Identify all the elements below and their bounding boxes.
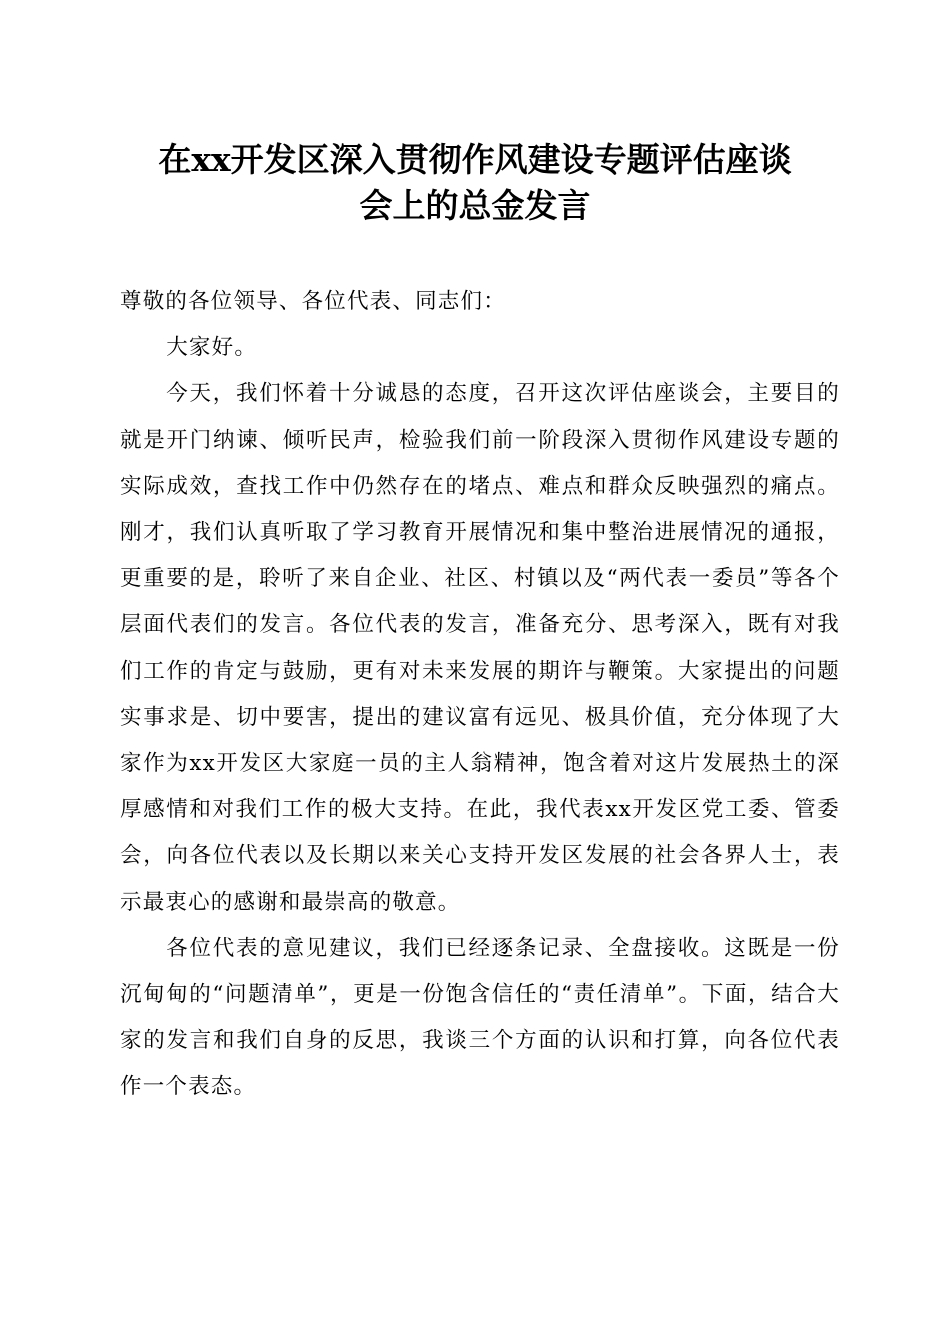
salutation: 尊敬的各位领导、各位代表、同志们：	[120, 289, 506, 314]
document-body	[120, 279, 840, 1111]
paragraph-1: 今天，我们怀着十分诚恳的态度，召开这次评估座谈会，主要目的就是开门纳谏、倾听民声，检验我们前一阶段深入贯彻作风建设专题的实际成效，查找工作中仍然存在的堵点、难点和群众反映强烈的痛点。刚才，我们认真听取了学习教育开展情况和集中整治进展情况的通报，更重要的是，聆听了来自企业、社区、村镇以及“两代表一委员”等各个层面代表们的发言。各位代表的发言，准备充分、思考深入，既有对我们工作的肯定与鼓励，更有对未来发展的期许与鞭策。大家提出的问题实事求是、切中要害，提出的建议富有远见、极具价值，充分体现了大家作为xx开发区大家庭一员的主人翁精神，饱含着对这片发展热土的深厚感情和对我们工作的极大支持。在此，我代表xx开发区党工委、管委会，向各位代表以及长期以来关心支持开发区发展的社会各界人士，表示最衷心的感谢和最崇高的敬意。	[120, 381, 840, 915]
greeting: 大家好。	[166, 335, 258, 361]
document-title-line-1: 在xx开发区深入贯彻作风建设专题评估座谈	[158, 140, 792, 179]
document-title-line-2: 会上的总金发言	[359, 186, 591, 225]
paragraph-2: 各位代表的意见建议，我们已经逐条记录、全盘接收。这既是一份沉甸甸的“问题清单”，更是一份饱含信任的“责任清单”。下面，结合大家的发言和我们自身的反思，我谈三个方面的认识和打算，向各位代表作一个表态。	[120, 935, 840, 1100]
